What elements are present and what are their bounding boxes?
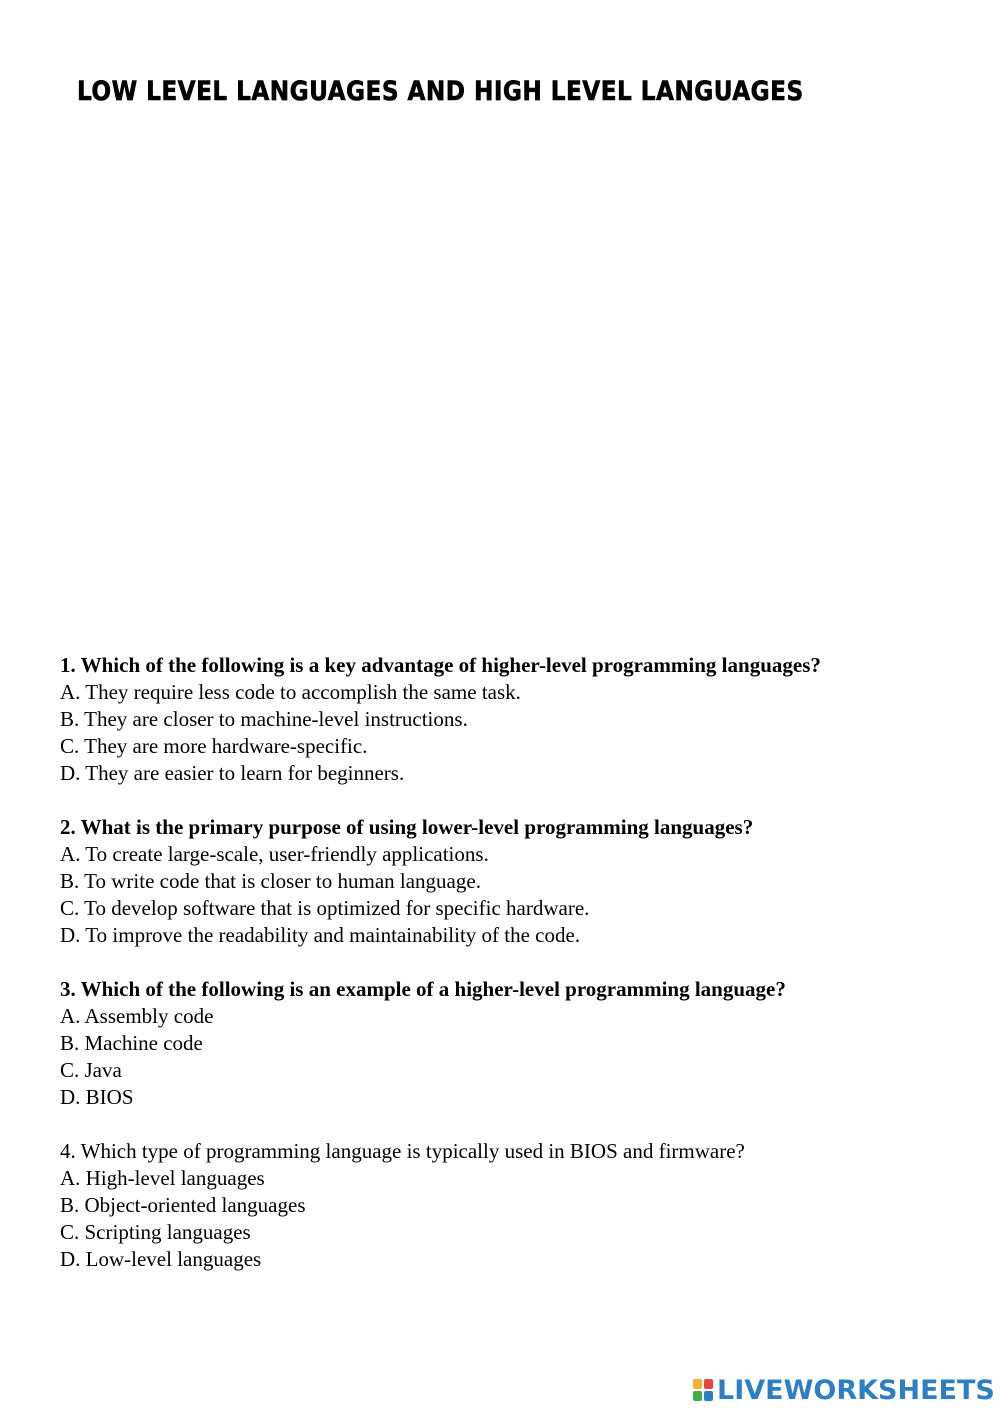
question-1 [60,652,960,787]
answer-option-c[interactable]: C. They are more hardware-specific. [60,734,368,758]
logo-block-1 [693,1379,702,1389]
answer-option-d[interactable]: D. BIOS [60,1085,134,1109]
answer-option-d[interactable]: D. To improve the readability and maintainability of the code. [60,923,581,947]
logo-block-2 [704,1379,713,1389]
answer-option-a[interactable]: A. They require less code to accomplish the same task. [60,680,521,704]
question-stem: 3. Which of the following is an example of a higher-level programming language? [60,977,786,1001]
question-stem: 2. What is the primary purpose of using lower-level programming languages? [60,815,754,839]
logo-block-3 [693,1391,702,1401]
brand-name: LIVEWORKSHEETS [717,1374,995,1406]
answer-option-b[interactable]: B. They are closer to machine-level instructions. [60,707,468,731]
answer-option-b[interactable]: B. To write code that is closer to human language. [60,869,481,893]
question-stem: 1. Which of the following is a key advantage of higher-level programming languages? [60,653,821,677]
answer-option-d[interactable]: D. Low-level languages [60,1247,262,1271]
liveworksheets-logo-icon [693,1379,713,1401]
answer-option-a[interactable]: A. To create large-scale, user-friendly applications. [60,842,489,866]
logo-block-4 [704,1391,713,1401]
liveworksheets-logo [693,1372,995,1408]
page-title: LOW LEVEL LANGUAGES AND HIGH LEVEL LANGUAGES [77,76,804,107]
answer-option-a[interactable]: A. High-level languages [60,1166,265,1190]
question-4 [60,1138,960,1273]
question-2 [60,814,960,949]
question-stem: 4. Which type of programming language is typically used in BIOS and firmware? [60,1139,745,1163]
answer-option-b[interactable]: B. Object-oriented languages [60,1193,306,1217]
question-3 [60,976,960,1111]
answer-option-c[interactable]: C. Scripting languages [60,1220,251,1244]
answer-option-c[interactable]: C. To develop software that is optimized for specific hardware. [60,896,590,920]
answer-option-b[interactable]: B. Machine code [60,1031,203,1055]
answer-option-a[interactable]: A. Assembly code [60,1004,214,1028]
answer-option-c[interactable]: C. Java [60,1058,122,1082]
question-list [60,652,960,1300]
answer-option-d[interactable]: D. They are easier to learn for beginners. [60,761,405,785]
